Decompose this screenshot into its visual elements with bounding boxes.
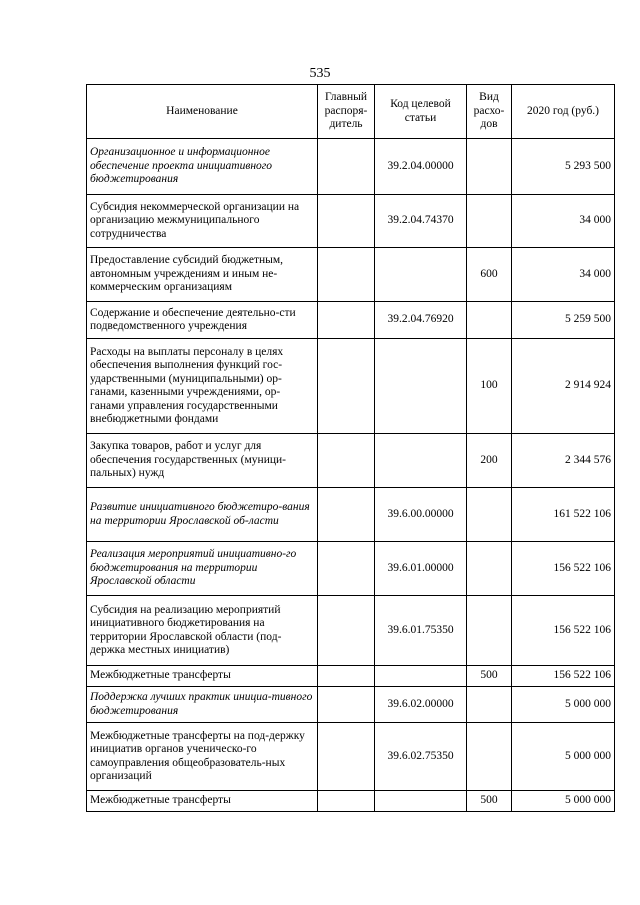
header-name: Наименование [87, 85, 318, 139]
cell-amount: 34 000 [512, 248, 615, 302]
cell-code: 39.2.04.74370 [375, 195, 467, 248]
cell-name: Предоставление субсидий бюджетным, автономным учреждениям и иным не-коммерческим организациям [87, 248, 318, 302]
table-row [87, 596, 615, 666]
cell-amount: 161 522 106 [512, 488, 615, 542]
cell-type: 500 [467, 666, 512, 687]
cell-type [467, 723, 512, 791]
cell-amount: 5 000 000 [512, 723, 615, 791]
cell-code [375, 248, 467, 302]
budget-table [86, 84, 615, 812]
table-row [87, 723, 615, 791]
cell-name: Развитие инициативного бюджетиро-вания на территории Ярославской об-ласти [87, 488, 318, 542]
cell-code [375, 666, 467, 687]
table-row [87, 302, 615, 339]
cell-manager [318, 791, 375, 812]
cell-amount: 156 522 106 [512, 666, 615, 687]
cell-manager [318, 687, 375, 723]
cell-name: Межбюджетные трансферты [87, 666, 318, 687]
cell-type [467, 687, 512, 723]
cell-type: 600 [467, 248, 512, 302]
cell-manager [318, 666, 375, 687]
cell-code: 39.6.01.00000 [375, 542, 467, 596]
header-type: Вид расхо-дов [467, 85, 512, 139]
table-row [87, 248, 615, 302]
cell-type [467, 139, 512, 195]
cell-name: Организационное и информационное обеспечение проекта инициативного бюджетирования [87, 139, 318, 195]
cell-code: 39.6.02.00000 [375, 687, 467, 723]
cell-code: 39.6.01.75350 [375, 596, 467, 666]
cell-manager [318, 248, 375, 302]
cell-amount: 156 522 106 [512, 596, 615, 666]
cell-name: Субсидия некоммерческой организации на организацию межмуниципального сотрудничества [87, 195, 318, 248]
cell-type [467, 195, 512, 248]
cell-name: Субсидия на реализацию мероприятий инициативного бюджетирования на территории Ярославской области (под-держка местных инициатив) [87, 596, 318, 666]
cell-manager [318, 434, 375, 488]
cell-name: Расходы на выплаты персоналу в целях обеспечения выполнения функций гос-ударственными (муниципальными) ор-ганами, казенными учреждениями, ор-ганами управления государственными внебюджетными фондами [87, 339, 318, 434]
cell-amount: 2 344 576 [512, 434, 615, 488]
table-row [87, 687, 615, 723]
table-row [87, 488, 615, 542]
table-row [87, 791, 615, 812]
cell-type [467, 596, 512, 666]
cell-manager [318, 139, 375, 195]
table-row [87, 339, 615, 434]
cell-amount: 156 522 106 [512, 542, 615, 596]
cell-manager [318, 542, 375, 596]
cell-name: Реализация мероприятий инициативно-го бюджетирования на территории Ярославской области [87, 542, 318, 596]
table-header-row [87, 85, 615, 139]
cell-code: 39.2.04.00000 [375, 139, 467, 195]
cell-amount: 34 000 [512, 195, 615, 248]
cell-amount: 5 259 500 [512, 302, 615, 339]
header-code: Код целевой статьи [375, 85, 467, 139]
cell-code: 39.2.04.76920 [375, 302, 467, 339]
table-row [87, 434, 615, 488]
cell-amount: 5 000 000 [512, 687, 615, 723]
cell-code: 39.6.00.00000 [375, 488, 467, 542]
table-row [87, 195, 615, 248]
cell-code [375, 339, 467, 434]
cell-code: 39.6.02.75350 [375, 723, 467, 791]
cell-type [467, 488, 512, 542]
cell-type: 100 [467, 339, 512, 434]
header-amount: 2020 год (руб.) [512, 85, 615, 139]
cell-code [375, 791, 467, 812]
cell-name: Межбюджетные трансферты на под-держку инициатив органов ученическо-го самоуправления общеобразователь-ных организаций [87, 723, 318, 791]
cell-manager [318, 195, 375, 248]
cell-name: Межбюджетные трансферты [87, 791, 318, 812]
cell-amount: 2 914 924 [512, 339, 615, 434]
page-number: 535 [309, 66, 331, 81]
cell-manager [318, 302, 375, 339]
cell-type: 500 [467, 791, 512, 812]
cell-amount: 5 293 500 [512, 139, 615, 195]
cell-manager [318, 339, 375, 434]
cell-manager [318, 596, 375, 666]
table-row [87, 542, 615, 596]
cell-amount: 5 000 000 [512, 791, 615, 812]
cell-name: Содержание и обеспечение деятельно-сти подведомственного учреждения [87, 302, 318, 339]
table-row [87, 666, 615, 687]
cell-manager [318, 723, 375, 791]
header-manager: Главный распоря-дитель [318, 85, 375, 139]
cell-name: Закупка товаров, работ и услуг для обеспечения государственных (муници-пальных) нужд [87, 434, 318, 488]
cell-code [375, 434, 467, 488]
cell-type [467, 542, 512, 596]
cell-manager [318, 488, 375, 542]
cell-type: 200 [467, 434, 512, 488]
cell-name: Поддержка лучших практик инициа-тивного бюджетирования [87, 687, 318, 723]
table-row [87, 139, 615, 195]
cell-type [467, 302, 512, 339]
